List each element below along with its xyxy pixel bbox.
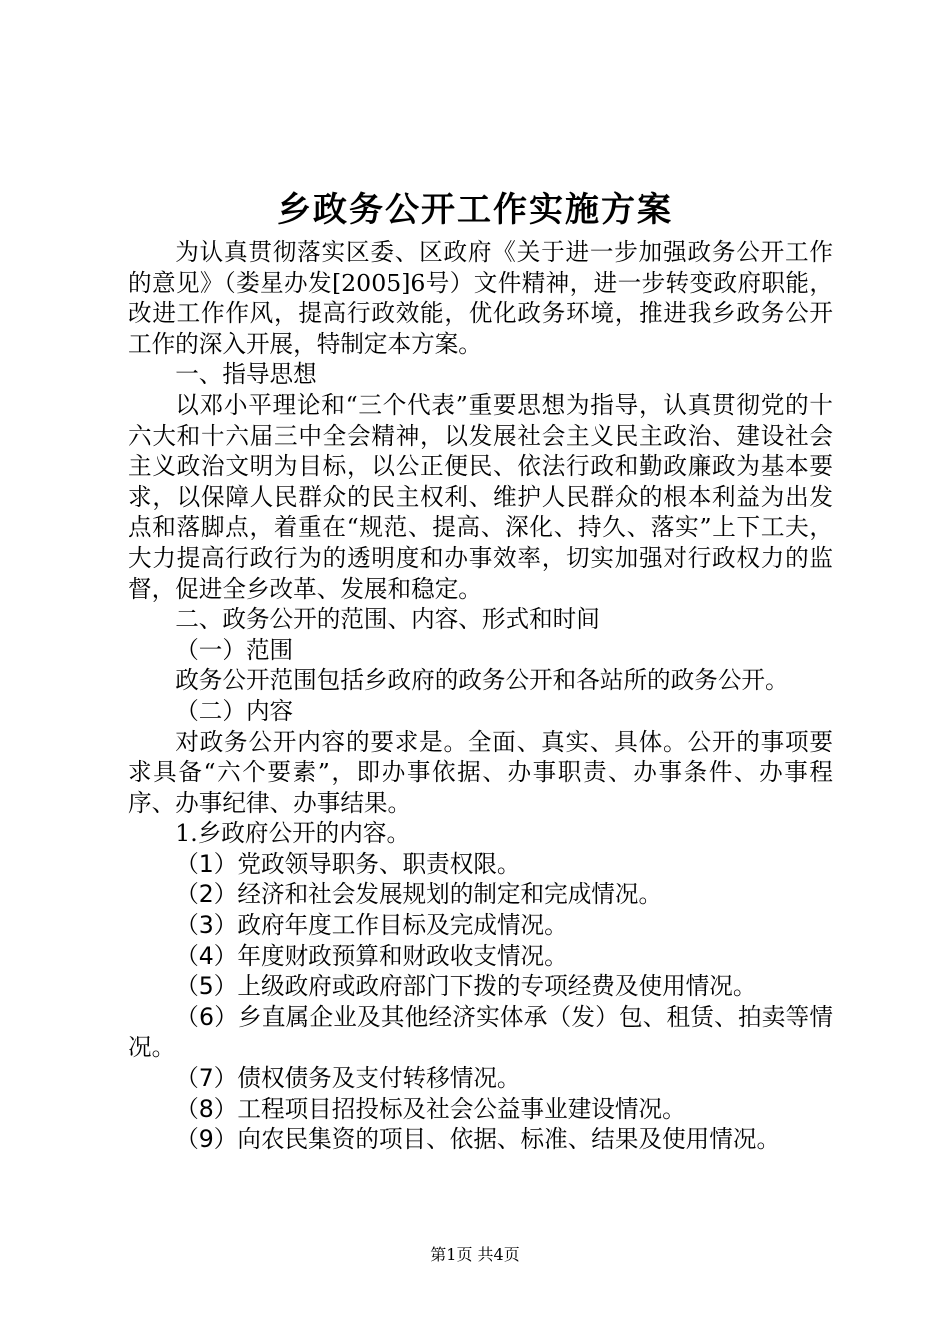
- list-item: （8）工程项目招投标及社会公益事业建设情况。: [175, 1094, 686, 1123]
- subsection-heading-content: （二）内容: [175, 696, 294, 725]
- list-item: （9）向农民集资的项目、依据、标准、结果及使用情况。: [175, 1125, 781, 1154]
- subsection-heading-scope: （一）范围: [175, 635, 294, 664]
- list-item: （6）乡直属企业及其他经济实体承（发）包、租赁、拍卖等情况。: [128, 1002, 833, 1062]
- list-item: （7）债权债务及支付转移情况。: [175, 1064, 521, 1093]
- point-township-content: 1.乡政府公开的内容。: [175, 819, 411, 848]
- list-item: （1）党政领导职务、职责权限。: [175, 849, 521, 878]
- section-heading-scope-content: 二、政务公开的范围、内容、形式和时间: [175, 605, 600, 634]
- guiding-ideology-paragraph: 以邓小平理论和“三个代表”重要思想为指导，认真贯彻党的十六大和十六届三中全会精神，以发展社会主义民主政治、建设社会主义政治文明为目标，以公正便民、依法行政和勤政廉政为基本要求，以保障人民群众的民主权利、维护人民群众的根本利益为出发点和落脚点，着重在“规范、提高、深化、持久、落实”上下工夫，大力提高行政行为的透明度和办事效率，切实加强对行政权力的监督，促进全乡改革、发展和稳定。: [128, 390, 833, 603]
- scope-paragraph: 政务公开范围包括乡政府的政务公开和各站所的政务公开。: [175, 666, 789, 695]
- intro-paragraph: 为认真贯彻落实区委、区政府《关于进一步加强政务公开工作的意见》（娄星办发[2005]6号）文件精神，进一步转变政府职能，改进工作作风，提高行政效能，优化政务环境，推进我乡政务公开工作的深入开展，特制定本方案。: [128, 238, 833, 358]
- list-item: （2）经济和社会发展规划的制定和完成情况。: [175, 880, 663, 909]
- list-item: （5）上级政府或政府部门下拨的专项经费及使用情况。: [175, 972, 757, 1001]
- list-item: （4）年度财政预算和财政收支情况。: [175, 941, 568, 970]
- page-number: 第1页 共4页: [430, 1245, 520, 1264]
- list-item: （3）政府年度工作目标及完成情况。: [175, 911, 568, 940]
- content-paragraph: 对政务公开内容的要求是。全面、真实、具体。公开的事项要求具备“六个要素”，即办事依据、办事职责、办事条件、办事程序、办事纪律、办事结果。: [128, 727, 833, 817]
- document-body: [128, 237, 833, 1155]
- section-heading-guiding-ideology: 一、指导思想: [175, 360, 317, 389]
- document-title: 乡政务公开工作实施方案: [277, 190, 673, 230]
